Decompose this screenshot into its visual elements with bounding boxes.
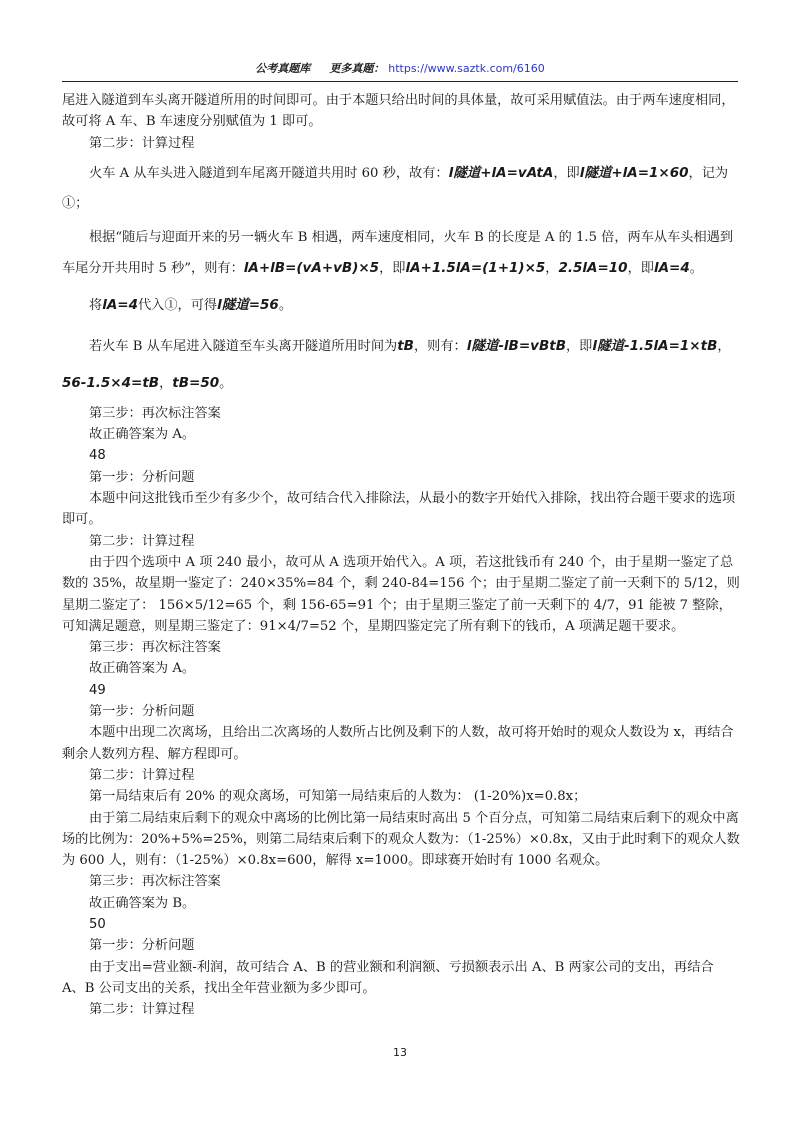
answer-line: 故正确答案为 A。 <box>89 661 196 677</box>
paragraph: 第一局结束后有 20% 的观众离场，可知第一局结束后的人数为： (1-20%)x=0.8x； <box>89 789 587 805</box>
answer-line: 故正确答案为 A。 <box>89 427 196 443</box>
question-number: 48 <box>89 448 106 464</box>
formula: lA=4 <box>653 259 690 276</box>
page-content <box>62 90 740 1021</box>
paragraph <box>62 331 740 362</box>
text: 。 <box>278 297 293 313</box>
formula: l隧道-1.5lA=1×tB <box>592 337 718 354</box>
paragraph: 由于第二局结束后剩下的观众中离场的比例比第一局结束时高出 5 个百分点，可知第二局结束后剩下的观众中离场的比例为：20%+5%=25%，则第二局结束后剩下的观众人数为：（1-25%）×0.8x，又由于此时剩下的观众人数为 600 人，则有：（1-25%）×0.8x=600，解得 x=1000。即球赛开始时有 1000 名观众。 <box>62 810 740 869</box>
formula: 2.5lA=10 <box>558 259 628 276</box>
text: ， <box>717 338 731 354</box>
formula: lA+1.5lA=(1+1)×5 <box>405 259 546 276</box>
paragraph <box>62 290 740 321</box>
paragraph: 尾进入隧道到车头离开隧道所用的时间即可。由于本题只给出时间的具体量，故可采用赋值法。由于两车速度相同，故可将 A 车、B 车速度分别赋值为 1 即可。 <box>62 93 735 130</box>
page-header <box>62 60 738 82</box>
text: ，则有： <box>413 338 467 354</box>
paragraph <box>62 223 740 284</box>
formula: l隧道-lB=vBtB <box>466 337 566 354</box>
formula: l隧道+lA=1×60 <box>579 164 689 181</box>
header-url-link[interactable]: https://www.saztk.com/6160 <box>388 62 545 75</box>
header-divider <box>62 81 738 82</box>
formula: 56-1.5×4=tB <box>62 374 160 391</box>
paragraph: 由于支出=营业额-利润，故可结合 A、B 的营业额和利润额、亏损额表示出 A、B 两家公司的支出，再结合 A、B 公司支出的关系，找出全年营业额为多少即可。 <box>62 959 714 996</box>
paragraph <box>62 368 740 399</box>
answer-line: 故正确答案为 B。 <box>89 895 196 911</box>
text: 代入①，可得 <box>137 297 218 313</box>
step-heading: 第二步：计算过程 <box>89 1002 195 1018</box>
paragraph <box>62 158 740 219</box>
page-number: 13 <box>393 1046 407 1059</box>
step-heading: 第三步：再次标注答案 <box>89 640 221 656</box>
formula: tB=50 <box>172 374 220 391</box>
header-more-label: 更多真题： <box>329 62 385 75</box>
step-heading: 第二步：计算过程 <box>89 767 195 783</box>
step-heading: 第二步：计算过程 <box>89 135 195 151</box>
text: ，即 <box>553 165 580 181</box>
question-number: 49 <box>89 682 106 698</box>
text: 。 <box>219 375 233 391</box>
paragraph: 本题中出现二次离场，且给出二次离场的人数所占比例及剩下的人数，故可将开始时的观众人数设为 x，再结合剩余人数列方程、解方程即可。 <box>62 725 734 762</box>
text: ，即 <box>627 260 654 276</box>
question-number: 50 <box>89 917 106 933</box>
text: 根据“随后与迎面开来的另一辆火车 B 相遇，两车速度相同，火车 B 的长度是 A 的 1.5 倍，两车从车头相遇到车尾分开共用时 5 秒”，则有： <box>62 229 734 276</box>
text: 。 <box>689 260 703 276</box>
step-heading: 第三步：再次标注答案 <box>89 405 221 421</box>
step-heading: 第一步：分析问题 <box>89 469 195 485</box>
paragraph: 由于四个选项中 A 项 240 最小，故可从 A 选项开始代入。A 项，若这批钱币有 240 个，由于星期一鉴定了总数的 35%，故星期一鉴定了：240×35%=84 个，剩 240-84=156 个；由于星期二鉴定了前一天剩下的 5/12，则星期二鉴定了： 156×5/12=65 个，剩 156-65=91 个；由于星期三鉴定了前一天剩下的 4/7，91 能被 7 整除，可知满足题意，则星期三鉴定了：91×4/7=52 个，星期四鉴定完了所有剩下的钱币，A 项满足题干要求。 <box>62 554 740 634</box>
text: ， <box>159 375 173 391</box>
text: 将 <box>89 297 103 313</box>
text: ， <box>545 260 559 276</box>
formula: lA+lB=(vA+vB)×5 <box>243 259 380 276</box>
text: ，即 <box>566 338 593 354</box>
step-heading: 第二步：计算过程 <box>89 533 195 549</box>
step-heading: 第一步：分析问题 <box>89 704 195 720</box>
text: ，即 <box>379 260 406 276</box>
formula: tB <box>397 337 414 354</box>
formula: l隧道+lA=vAtA <box>448 164 554 181</box>
formula: lA=4 <box>102 296 138 313</box>
text: 火车 A 从车头进入隧道到车尾离开隧道共用时 60 秒，故有： <box>89 165 449 181</box>
step-heading: 第三步：再次标注答案 <box>89 874 221 890</box>
step-heading: 第一步：分析问题 <box>89 938 195 954</box>
text: ，记为①； <box>62 165 729 211</box>
paragraph: 本题中问这批钱币至少有多少个，故可结合代入排除法，从最小的数字开始代入排除，找出符合题干要求的选项即可。 <box>62 491 736 528</box>
text: 若火车 B 从车尾进入隧道至车头离开隧道所用时间为 <box>89 338 398 354</box>
header-site-name: 公考真题库 <box>255 62 311 75</box>
formula: l隧道=56 <box>217 296 279 313</box>
